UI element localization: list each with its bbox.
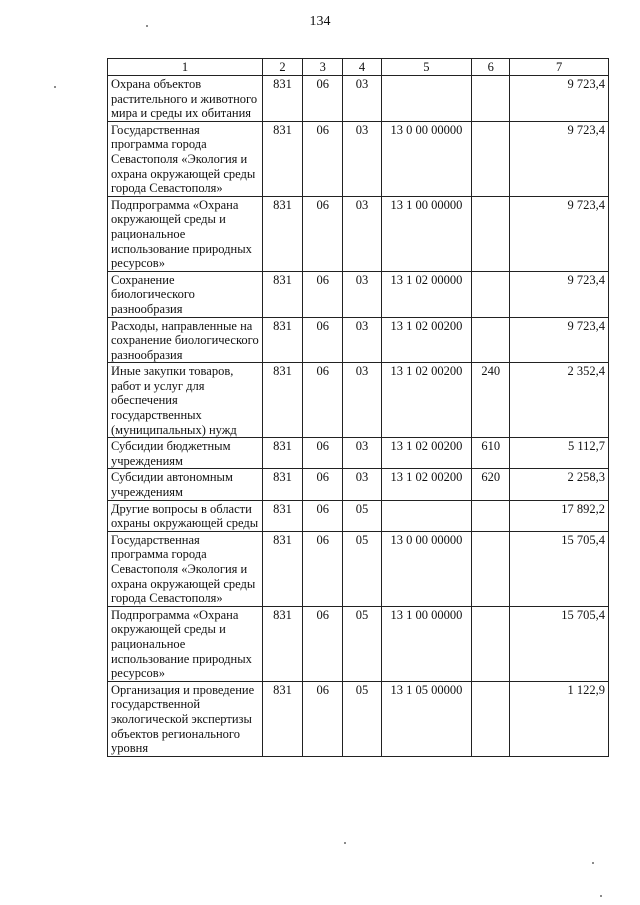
- table-row: [108, 606, 609, 681]
- program-code: [381, 500, 472, 531]
- budget-table: [107, 58, 609, 757]
- subsection-code: 03: [343, 271, 381, 317]
- row-name: Подпрограмма «Охрана окружающей среды и рациональное использование природных ресурсов»: [108, 196, 263, 271]
- expense-type-code: [472, 531, 510, 606]
- program-code: 13 1 02 00200: [381, 469, 472, 500]
- column-header: 7: [510, 59, 609, 76]
- subsection-code: 03: [343, 469, 381, 500]
- row-name: Иные закупки товаров, работ и услуг для обеспечения государственных (муниципальных) нужд: [108, 363, 263, 438]
- ministry-code: 831: [262, 363, 302, 438]
- column-header: 1: [108, 59, 263, 76]
- expense-type-code: [472, 121, 510, 196]
- section-code: 06: [303, 363, 343, 438]
- amount: 9 723,4: [510, 76, 609, 122]
- scan-speck: [54, 86, 56, 88]
- row-name: Субсидии бюджетным учреждениям: [108, 438, 263, 469]
- ministry-code: 831: [262, 469, 302, 500]
- table-row: [108, 76, 609, 122]
- ministry-code: 831: [262, 317, 302, 363]
- subsection-code: 05: [343, 681, 381, 756]
- column-header: 6: [472, 59, 510, 76]
- program-code: 13 1 02 00200: [381, 438, 472, 469]
- row-name: Охрана объектов растительного и животного мира и среды их обитания: [108, 76, 263, 122]
- program-code: 13 0 00 00000: [381, 121, 472, 196]
- program-code: 13 1 02 00200: [381, 363, 472, 438]
- section-code: 06: [303, 121, 343, 196]
- subsection-code: 03: [343, 76, 381, 122]
- section-code: 06: [303, 500, 343, 531]
- program-code: 13 1 00 00000: [381, 196, 472, 271]
- expense-type-code: [472, 681, 510, 756]
- subsection-code: 05: [343, 500, 381, 531]
- table-row: [108, 469, 609, 500]
- scan-speck: [344, 842, 346, 844]
- table-header-row: [108, 59, 609, 76]
- column-header: 2: [262, 59, 302, 76]
- subsection-code: 05: [343, 531, 381, 606]
- amount: 2 258,3: [510, 469, 609, 500]
- amount: 9 723,4: [510, 317, 609, 363]
- column-header: 4: [343, 59, 381, 76]
- ministry-code: 831: [262, 196, 302, 271]
- row-name: Подпрограмма «Охрана окружающей среды и рациональное использование природных ресурсов»: [108, 606, 263, 681]
- row-name: Расходы, направленные на сохранение биологического разнообразия: [108, 317, 263, 363]
- ministry-code: 831: [262, 438, 302, 469]
- amount: 17 892,2: [510, 500, 609, 531]
- table-row: [108, 681, 609, 756]
- expense-type-code: [472, 500, 510, 531]
- table-row: [108, 196, 609, 271]
- section-code: 06: [303, 469, 343, 500]
- section-code: 06: [303, 317, 343, 363]
- table-row: [108, 438, 609, 469]
- amount: 1 122,9: [510, 681, 609, 756]
- expense-type-code: 610: [472, 438, 510, 469]
- expense-type-code: [472, 271, 510, 317]
- ministry-code: 831: [262, 531, 302, 606]
- ministry-code: 831: [262, 681, 302, 756]
- column-header: 3: [303, 59, 343, 76]
- amount: 15 705,4: [510, 531, 609, 606]
- program-code: [381, 76, 472, 122]
- subsection-code: 03: [343, 121, 381, 196]
- expense-type-code: [472, 196, 510, 271]
- scan-speck: [600, 895, 602, 897]
- subsection-code: 03: [343, 196, 381, 271]
- table-row: [108, 363, 609, 438]
- amount: 2 352,4: [510, 363, 609, 438]
- table-row: [108, 531, 609, 606]
- ministry-code: 831: [262, 271, 302, 317]
- ministry-code: 831: [262, 76, 302, 122]
- amount: 5 112,7: [510, 438, 609, 469]
- section-code: 06: [303, 681, 343, 756]
- expense-type-code: [472, 317, 510, 363]
- section-code: 06: [303, 196, 343, 271]
- page-number: 134: [309, 14, 331, 29]
- section-code: 06: [303, 438, 343, 469]
- column-header: 5: [381, 59, 472, 76]
- row-name: Государственная программа города Севастополя «Экология и охрана окружающей среды города Севастополя»: [108, 531, 263, 606]
- subsection-code: 05: [343, 606, 381, 681]
- row-name: Государственная программа города Севастополя «Экология и охрана окружающей среды города Севастополя»: [108, 121, 263, 196]
- table-row: [108, 121, 609, 196]
- section-code: 06: [303, 76, 343, 122]
- program-code: 13 1 02 00200: [381, 317, 472, 363]
- row-name: Другие вопросы в области охраны окружающей среды: [108, 500, 263, 531]
- ministry-code: 831: [262, 606, 302, 681]
- amount: 9 723,4: [510, 271, 609, 317]
- subsection-code: 03: [343, 317, 381, 363]
- row-name: Субсидии автономным учреждениям: [108, 469, 263, 500]
- table-row: [108, 271, 609, 317]
- ministry-code: 831: [262, 500, 302, 531]
- scan-speck: [592, 862, 594, 864]
- amount: 9 723,4: [510, 196, 609, 271]
- section-code: 06: [303, 606, 343, 681]
- expense-type-code: [472, 76, 510, 122]
- subsection-code: 03: [343, 363, 381, 438]
- expense-type-code: [472, 606, 510, 681]
- scan-speck: [146, 25, 148, 27]
- table-row: [108, 500, 609, 531]
- row-name: Сохранение биологического разнообразия: [108, 271, 263, 317]
- subsection-code: 03: [343, 438, 381, 469]
- amount: 9 723,4: [510, 121, 609, 196]
- expense-type-code: 240: [472, 363, 510, 438]
- section-code: 06: [303, 531, 343, 606]
- amount: 15 705,4: [510, 606, 609, 681]
- table-row: [108, 317, 609, 363]
- expense-type-code: 620: [472, 469, 510, 500]
- program-code: 13 1 00 00000: [381, 606, 472, 681]
- program-code: 13 1 05 00000: [381, 681, 472, 756]
- program-code: 13 0 00 00000: [381, 531, 472, 606]
- row-name: Организация и проведение государственной экологической экспертизы объектов регионального уровня: [108, 681, 263, 756]
- program-code: 13 1 02 00000: [381, 271, 472, 317]
- ministry-code: 831: [262, 121, 302, 196]
- section-code: 06: [303, 271, 343, 317]
